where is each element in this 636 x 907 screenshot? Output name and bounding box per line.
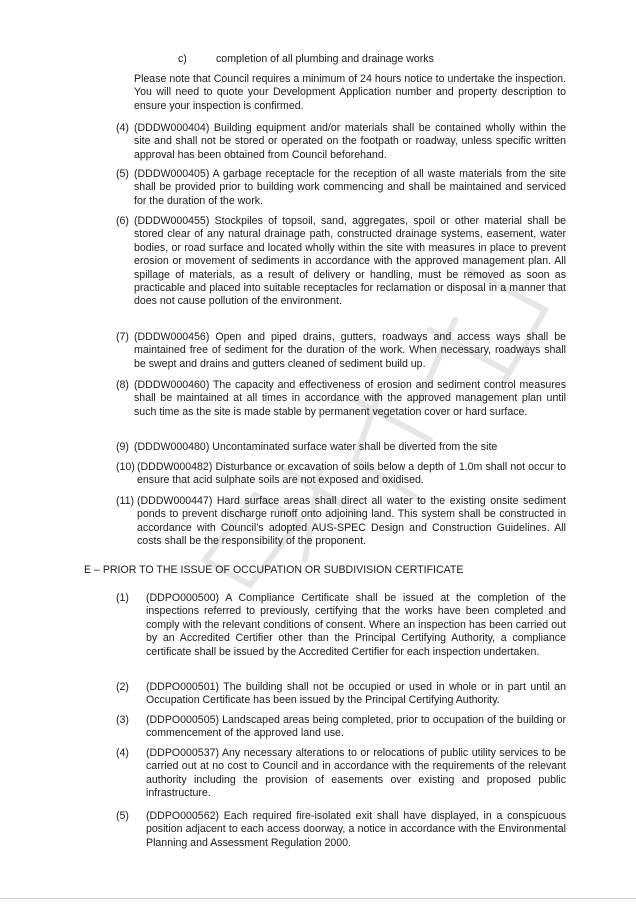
condition-text: (DDDW000460) The capacity and effectiveness of erosion and sediment control measures shall be maintained at all times in accordance with the approved management plan until such time as the site is made stable by permanent vegetation cover or hard surface.	[134, 379, 566, 418]
condition-text: (DDPO000537) Any necessary alterations to or relocations of public utility services to be carried out at no cost to Council and in accordance with the requirements of the relevant authority including the provision of easements over existing and proposed public infrastructure.	[146, 747, 566, 800]
condition-number: (3)	[116, 714, 129, 726]
condition-number: (6)	[116, 215, 129, 227]
condition-text: (DDPO000500) A Compliance Certificate shall be issued at the completion of the inspections referred to previously, certifying that the works have been completed and comply with the relevant conditions of consent. Where an inspection has been carried out by an Accredited Certifier other than the Principal Certifying Authority, a compliance certificate shall be issued by the Accredited Certifier for each inspection undertaken.	[146, 592, 566, 658]
condition-text: (DDDW000447) Hard surface areas shall direct all water to the existing onsite sediment ponds to prevent discharge runoff onto adjoining land. This system shall be constructed in accordance with Council’s adopted AUS-SPEC Design and Construction Guidelines. All costs shall be the responsibility of the proponent.	[137, 495, 566, 548]
condition-number: (4)	[116, 122, 129, 134]
condition-text: (DDDW000482) Disturbance or excavation of soils below a depth of 1.0m shall not occur to ensure that acid sulphate soils are not exposed and oxidised.	[137, 461, 566, 487]
condition-number: (7)	[116, 331, 129, 343]
condition-number: (9)	[116, 441, 129, 453]
condition-number: (5)	[116, 810, 129, 822]
condition-text: (DDDW000405) A garbage receptacle for the reception of all waste materials from the site shall be provided prior to building work commencing and shall be maintained and serviced for the duration of the work.	[134, 168, 566, 207]
condition-text: (DDDW000404) Building equipment and/or materials shall be contained wholly within the site and shall not be stored or operated on the footpath or roadway, unless specific written approval has been obtained from Council beforehand.	[134, 122, 566, 161]
condition-number: (2)	[116, 681, 129, 693]
condition-number: (11)	[116, 495, 135, 507]
section-heading: E – PRIOR TO THE ISSUE OF OCCUPATION OR SUBDIVISION CERTIFICATE	[84, 564, 464, 576]
condition-text: (DDPO000505) Landscaped areas being completed, prior to occupation of the building or commencement of the approved land use.	[146, 714, 566, 740]
condition-text: (DDPO000562) Each required fire-isolated exit shall have displayed, in a conspicuous position adjacent to each access doorway, a notice in accordance with the Environmental Planning and Assessment Regulation 2000.	[146, 810, 566, 849]
condition-number: (1)	[116, 592, 129, 604]
condition-text: (DDPO000501) The building shall not be occupied or used in whole or in part until an Occupation Certificate has been issued by the Principal Certifying Authority.	[146, 681, 566, 707]
inspection-notice: Please note that Council requires a minimum of 24 hours notice to undertake the inspection. You will need to quote your Development Application number and property description to ensure your inspection is confirmed.	[134, 73, 566, 112]
condition-number: (5)	[116, 168, 129, 180]
sub-item-text: completion of all plumbing and drainage works	[216, 53, 434, 65]
condition-text: (DDDW000456) Open and piped drains, gutters, roadways and access ways shall be maintained free of sediment for the duration of the work. When necessary, roadways shall be swept and drains and gutters cleaned of sediment build up.	[134, 331, 566, 370]
sub-item-label: c)	[178, 53, 187, 65]
condition-text: (DDDW000455) Stockpiles of topsoil, sand, aggregates, spoil or other material shall be stored clear of any natural drainage path, constructed drainage systems, easement, water bodies, or road surface and located wholly within the site with measures in place to prevent erosion or movement of sediments in accordance with the approved management plan. All spillage of materials, as a result of delivery or handling, must be removed as soon as practicable and placed into suitable receptacles for reclamation or disposal in a manner that does not cause pollution of the environment.	[134, 215, 566, 308]
condition-text: (DDDW000480) Uncontaminated surface water shall be diverted from the site	[134, 441, 498, 453]
page-bottom-rule	[0, 898, 636, 899]
condition-number: (8)	[116, 379, 129, 391]
condition-number: (4)	[116, 747, 129, 759]
condition-number: (10)	[116, 461, 135, 473]
